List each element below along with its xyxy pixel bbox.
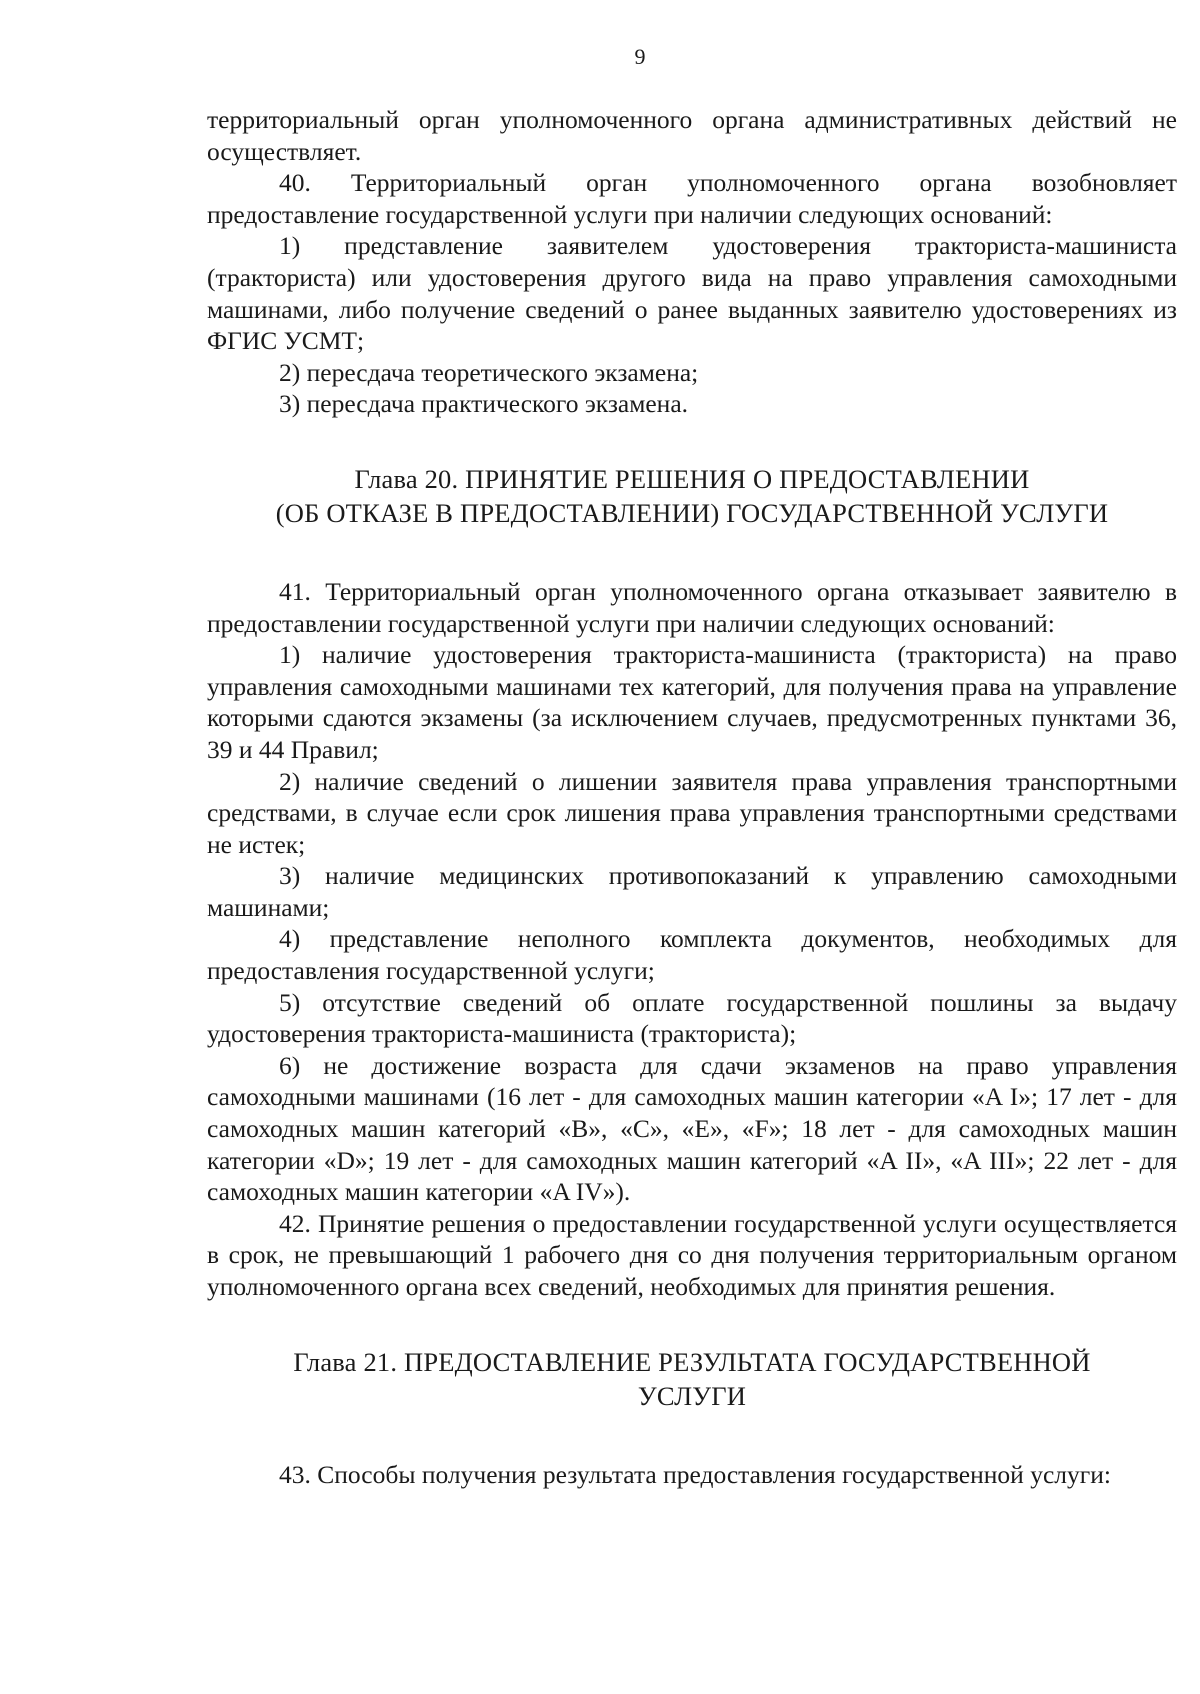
chapter-21-heading-line-2: УСЛУГИ: [637, 1380, 747, 1411]
paragraph-40-item-3: 3) пересдача практического экзамена.: [279, 389, 689, 419]
page-number: 9: [634, 44, 646, 69]
paragraph-40: 40. Территориальный орган уполномоченного органа возобновляет предоставление государственной услуги при наличии следующих оснований:: [207, 168, 1177, 229]
paragraph-continuation: территориальный орган уполномоченного органа административных действий не осуществляет.: [207, 105, 1177, 166]
paragraph-40-item-1: 1) представление заявителем удостоверения тракториста-машиниста (тракториста) или удостоверения другого вида на право управления самоходными машинами, либо получение сведений о ранее выданных заявителю удостоверениях из ФГИС УСМТ;: [207, 231, 1177, 356]
paragraph-41-item-2: 2) наличие сведений о лишении заявителя права управления транспортными средствами, в случае если срок лишения права управления транспортными средствами не истек;: [207, 766, 1177, 859]
chapter-20-heading: [207, 462, 1177, 530]
paragraph-41-item-3: 3) наличие медицинских противопоказаний к управлению самоходными машинами;: [207, 861, 1177, 922]
chapter-20-heading-line-2: (ОБ ОТКАЗЕ В ПРЕДОСТАВЛЕНИИ) ГОСУДАРСТВЕННОЙ УСЛУГИ: [275, 497, 1109, 528]
paragraph-41: 41. Территориальный орган уполномоченного органа отказывает заявителю в предоставлении государственной услуги при наличии следующих оснований:: [207, 576, 1177, 638]
paragraph-43: 43. Способы получения результата предоставления государственной услуги:: [279, 1459, 1111, 1489]
chapter-20-heading-line-1: Глава 20. ПРИНЯТИЕ РЕШЕНИЯ О ПРЕДОСТАВЛЕНИИ: [354, 463, 1030, 494]
paragraph-41-item-1: 1) наличие удостоверения тракториста-машиниста (тракториста) на право управления самоходными машинами тех категорий, для получения права на управление которыми сдаются экзамены (за исключением случаев, предусмотренных пунктами 36, 39 и 44 Правил;: [207, 640, 1177, 764]
paragraph-42: 42. Принятие решения о предоставлении государственной услуги осуществляется в срок, не превышающий 1 рабочего дня со дня получения территориальным органом уполномоченного органа всех сведений, необходимых для принятия решения.: [207, 1208, 1177, 1301]
document-body: [207, 104, 1177, 1490]
paragraph-41-item-4: 4) представление неполного комплекта документов, необходимых для предоставления государственной услуги;: [207, 924, 1177, 986]
chapter-21-heading: [207, 1345, 1177, 1413]
paragraph-41-item-6: 6) не достижение возраста для сдачи экзаменов на право управления самоходными машинами (16 лет - для самоходных машин категории «A I»; 17 лет - для самоходных машин категорий «B», «C», «E», «F»; 18 лет - для самоходных машин категории «D»; 19 лет - для самоходных машин категорий «A II», «A III»; 22 лет - для самоходных машин категории «A IV»).: [207, 1050, 1177, 1207]
paragraph-40-item-2: 2) пересдача теоретического экзамена;: [279, 357, 699, 387]
paragraph-41-item-5: 5) отсутствие сведений об оплате государственной пошлины за выдачу удостоверения тракториста-машиниста (тракториста);: [207, 987, 1177, 1049]
chapter-21-heading-line-1: Глава 21. ПРЕДОСТАВЛЕНИЕ РЕЗУЛЬТАТА ГОСУДАРСТВЕННОЙ: [293, 1346, 1091, 1377]
